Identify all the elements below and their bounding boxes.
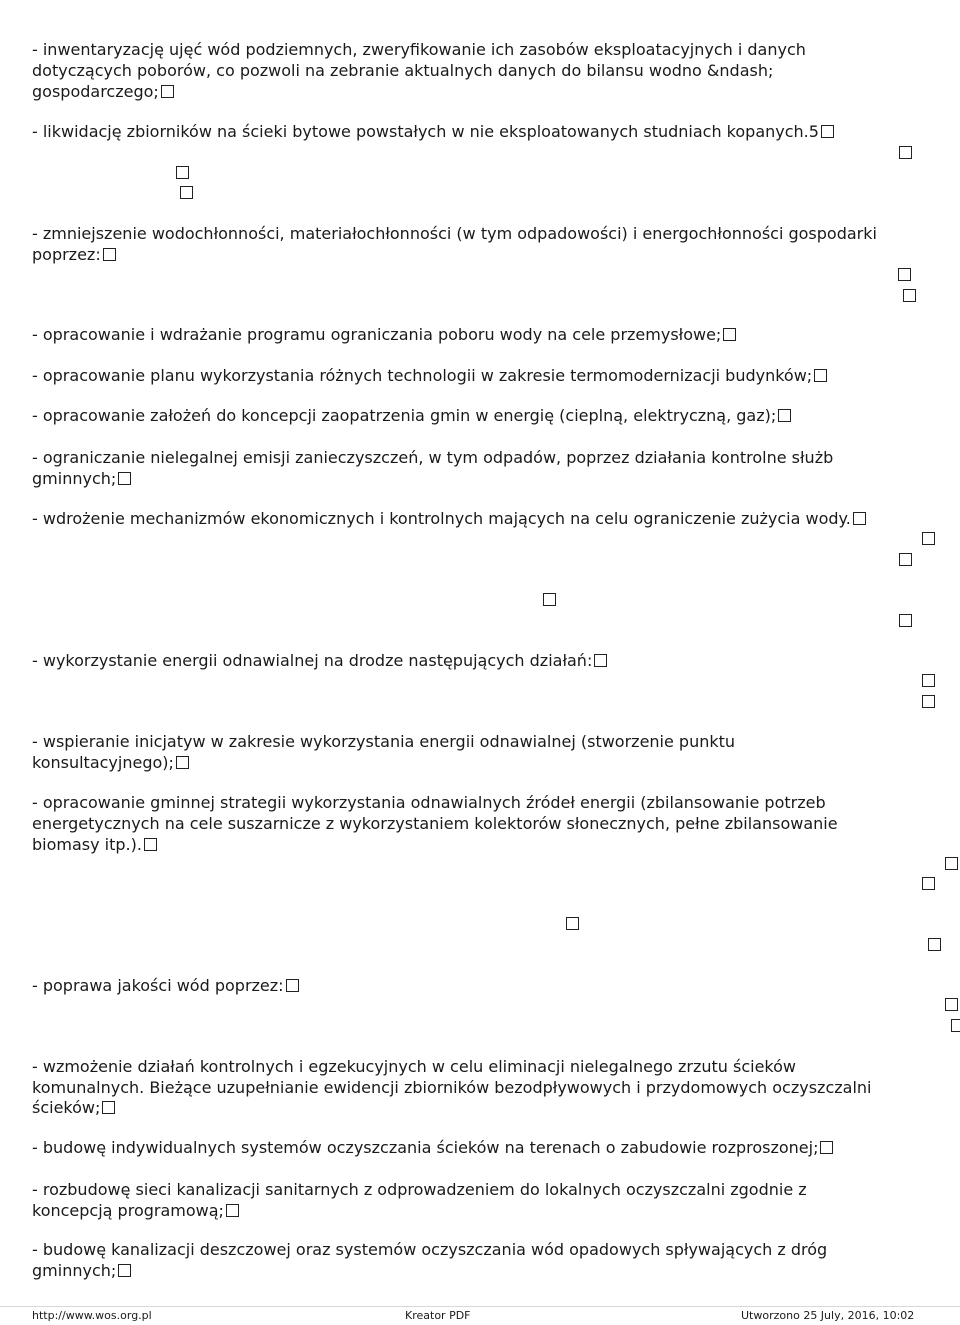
- text-line: - budowę kanalizacji deszczowej oraz systemów oczyszczania wód opadowych spływających z dróg: [32, 1240, 828, 1259]
- missing-glyph-icon: [922, 674, 935, 687]
- missing-glyph-icon: [945, 857, 958, 870]
- text-fragment: gminnych;: [32, 469, 117, 488]
- text-line: [32, 835, 922, 856]
- text-line: [32, 82, 922, 103]
- missing-glyph-icon: [144, 838, 157, 851]
- missing-glyph-icon: [543, 593, 556, 606]
- missing-glyph-icon: [951, 1019, 960, 1032]
- missing-glyph-icon: [899, 614, 912, 627]
- text-fragment: - opracowanie planu wykorzystania różnych technologii w zakresie termomodernizacji budynków;: [32, 366, 813, 385]
- text-line: [32, 1201, 922, 1222]
- footer-created-date: Utworzono 25 July, 2016, 10:02: [741, 1309, 915, 1322]
- missing-glyph-icon: [161, 85, 174, 98]
- text-line: [32, 753, 922, 774]
- text-fragment: - wykorzystanie energii odnawialnej na drodze następujących działań:: [32, 651, 593, 670]
- missing-glyph-icon: [922, 532, 935, 545]
- text-line: - zmniejszenie wodochłonności, materiałochłonności (w tym odpadowości) i energochłonności gospodarki: [32, 224, 877, 243]
- missing-glyph-icon: [821, 125, 834, 138]
- text-line: [32, 1138, 922, 1159]
- text-line: [32, 1261, 922, 1282]
- text-line: - ograniczanie nielegalnej emisji zanieczyszczeń, w tym odpadów, poprzez działania kontrolne służb: [32, 448, 834, 467]
- footer-generator: Kreator PDF: [405, 1309, 471, 1322]
- text-line: [32, 1098, 922, 1119]
- text-line: - opracowanie gminnej strategii wykorzystania odnawialnych źródeł energii (zbilansowanie potrzeb: [32, 793, 826, 812]
- missing-glyph-icon: [899, 146, 912, 159]
- missing-glyph-icon: [102, 1101, 115, 1114]
- text-fragment: konsultacyjnego);: [32, 753, 174, 772]
- text-fragment: - opracowanie założeń do koncepcji zaopatrzenia gmin w energię (cieplną, elektryczną, gaz);: [32, 406, 777, 425]
- text-line: - inwentaryzację ujęć wód podziemnych, zweryfikowanie ich zasobów eksploatacyjnych i danych: [32, 40, 806, 59]
- missing-glyph-icon: [723, 328, 736, 341]
- missing-glyph-icon: [226, 1204, 239, 1217]
- text-line: [32, 651, 922, 672]
- text-fragment: - likwidację zbiorników na ścieki bytowe powstałych w nie eksploatowanych studniach kopanych.5: [32, 122, 819, 141]
- missing-glyph-icon: [176, 756, 189, 769]
- missing-glyph-icon: [180, 186, 193, 199]
- missing-glyph-icon: [922, 695, 935, 708]
- text-fragment: biomasy itp.).: [32, 835, 142, 854]
- text-fragment: gminnych;: [32, 1261, 117, 1280]
- text-line: [32, 122, 922, 143]
- missing-glyph-icon: [594, 654, 607, 667]
- text-line: - wspieranie inicjatyw w zakresie wykorzystania energii odnawialnej (stworzenie punktu: [32, 732, 736, 751]
- missing-glyph-icon: [176, 166, 189, 179]
- text-line: dotyczących poborów, co pozwoli na zebranie aktualnych danych do bilansu wodno &ndash;: [32, 61, 774, 80]
- missing-glyph-icon: [853, 512, 866, 525]
- text-fragment: poprzez:: [32, 245, 101, 264]
- missing-glyph-icon: [814, 369, 827, 382]
- missing-glyph-icon: [103, 248, 116, 261]
- text-fragment: - poprawa jakości wód poprzez:: [32, 976, 284, 995]
- missing-glyph-icon: [928, 938, 941, 951]
- missing-glyph-icon: [566, 917, 579, 930]
- missing-glyph-icon: [118, 472, 131, 485]
- missing-glyph-icon: [820, 1141, 833, 1154]
- text-line: komunalnych. Bieżące uzupełnianie ewidencji zbiorników bezodpływowych i przydomowych oczyszczalni: [32, 1078, 872, 1097]
- text-line: energetycznych na cele suszarnicze z wykorzystaniem kolektorów słonecznych, pełne zbilansowanie: [32, 814, 838, 833]
- footer-divider: [0, 1306, 960, 1307]
- missing-glyph-icon: [118, 1264, 131, 1277]
- text-fragment: koncepcją programową;: [32, 1201, 224, 1220]
- text-line: - wzmożenie działań kontrolnych i egzekucyjnych w celu eliminacji nielegalnego zrzutu ścieków: [32, 1057, 796, 1076]
- text-fragment: gospodarczego;: [32, 82, 159, 101]
- text-fragment: - wdrożenie mechanizmów ekonomicznych i kontrolnych mających na celu ograniczenie zużycia wody.: [32, 509, 851, 528]
- text-line: [32, 406, 922, 427]
- footer-url-link[interactable]: http://www.wos.org.pl: [32, 1309, 152, 1322]
- missing-glyph-icon: [778, 409, 791, 422]
- text-line: [32, 469, 922, 490]
- missing-glyph-icon: [903, 289, 916, 302]
- text-fragment: ścieków;: [32, 1098, 101, 1117]
- missing-glyph-icon: [945, 998, 958, 1011]
- text-fragment: - budowę indywidualnych systemów oczyszczania ścieków na terenach o zabudowie rozproszonej;: [32, 1138, 819, 1157]
- missing-glyph-icon: [899, 553, 912, 566]
- text-fragment: - opracowanie i wdrażanie programu ograniczania poboru wody na cele przemysłowe;: [32, 325, 722, 344]
- missing-glyph-icon: [898, 268, 911, 281]
- text-line: [32, 325, 922, 346]
- text-line: [32, 366, 922, 387]
- text-line: - rozbudowę sieci kanalizacji sanitarnych z odprowadzeniem do lokalnych oczyszczalni zgodnie z: [32, 1180, 807, 1199]
- text-line: [32, 509, 922, 530]
- missing-glyph-icon: [922, 877, 935, 890]
- missing-glyph-icon: [286, 979, 299, 992]
- text-line: [32, 245, 922, 266]
- text-line: [32, 976, 922, 997]
